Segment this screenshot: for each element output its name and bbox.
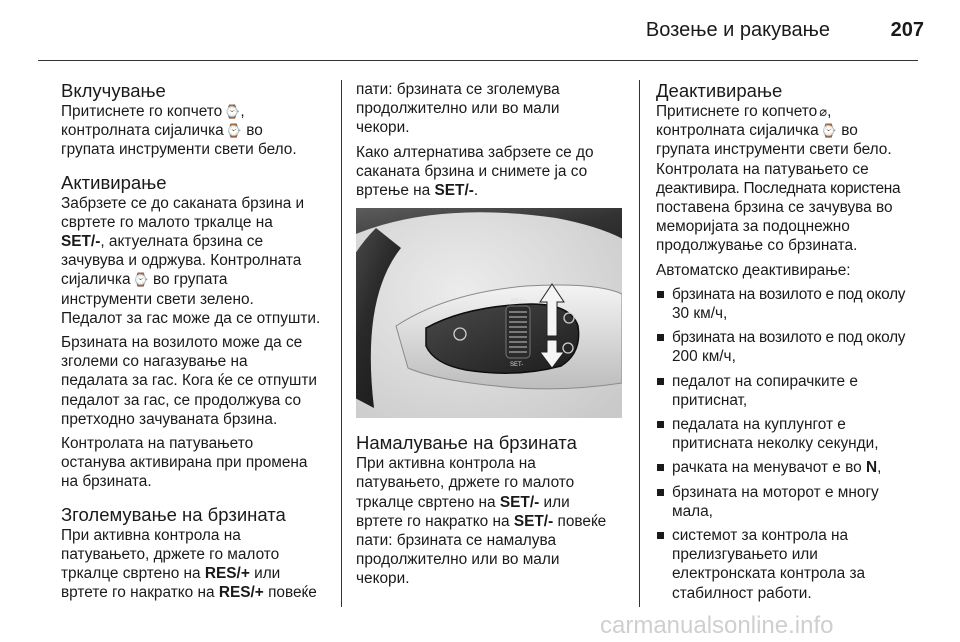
text: педалот на сопирачките е [672, 372, 858, 390]
paragraph-alternative [356, 143, 626, 201]
text: Забрзете се до саканата брзина и [61, 194, 305, 212]
cruise-control-icon: ⌚ [820, 123, 837, 139]
text: деактивира. Последната користена [656, 179, 901, 197]
text: чекори. [356, 570, 410, 588]
list-item [656, 458, 926, 477]
text: брзината на возилото е под околу [672, 329, 906, 347]
text: останува активирана при промена [61, 454, 308, 472]
watermark: carmanualsonline.info [600, 612, 834, 639]
svg-text:SET-: SET- [510, 362, 524, 369]
text: меморијата за подоцнежно [656, 218, 850, 236]
text: продолжително или во мали [356, 100, 560, 118]
text: пати: брзината се зголемува [356, 81, 560, 98]
text: Контролата на патувањето [61, 435, 254, 453]
text: При активна контрола на [61, 526, 241, 544]
text: При активна контрола на [356, 455, 536, 473]
text: чекори. [356, 119, 410, 137]
deactivation-conditions-list [656, 285, 926, 603]
text: притисната неколку секунди, [672, 435, 879, 453]
text: Притиснете го копчето [61, 103, 223, 120]
list-item [656, 285, 926, 323]
text: инструменти свети зелено. [61, 290, 254, 308]
text: мала, [672, 502, 713, 520]
text: Брзината на возилото може да се [61, 334, 303, 352]
heading-increase-speed: Зголемување на брзината [61, 503, 286, 525]
text: поставена брзина се зачувува во [656, 199, 893, 217]
text: прелизгувањето или [672, 546, 818, 564]
text: саканата брзина и снимете ја со [356, 162, 588, 180]
text: патувањето, држете го малото [356, 474, 575, 492]
text: притиснат, [672, 391, 748, 409]
paragraph-auto-deactivate: Автоматско деактивирање: [656, 261, 851, 279]
steering-wheel-illustration [356, 208, 622, 418]
text: вртете го накратко на [61, 584, 215, 602]
text: повеќе [268, 584, 317, 602]
paragraph-deactivate: Притиснете го копчето ⌀, контролната сијаличка ⌚ во групата инструменти свети бело. Контролата на патувањето се деактивира. Последната користена поставена брзина се зачувува во меморијата за подоцнежно продолжување со брзината. [656, 103, 901, 255]
text: патувањето, држете го малото [61, 545, 280, 563]
text: свртете го малото тркалце на [61, 213, 273, 231]
list-item [656, 328, 926, 366]
text: продолжување со брзината. [656, 237, 858, 255]
text: контролната сијаличка [656, 122, 819, 140]
text: брзината на возилото е под околу [672, 285, 906, 303]
control-label-set: SET/- [61, 233, 101, 251]
column-divider-2 [639, 80, 640, 607]
text: во [246, 122, 263, 140]
paragraph-increase [61, 526, 337, 603]
paragraph-cruise-remains [61, 434, 337, 492]
text: сијаличка [61, 271, 131, 289]
cruise-control-icon: ⌚ [224, 104, 241, 119]
list-item [656, 415, 926, 453]
text: брзината на моторот е многу [672, 483, 879, 501]
header-divider [38, 60, 918, 61]
text: рачката на менувачот е во [672, 459, 862, 477]
text: или [254, 565, 281, 583]
text: групата инструменти свети бело. [656, 141, 892, 159]
text: Контролата на патувањето се [656, 160, 869, 178]
text: педалата на куплунгот е [672, 416, 846, 434]
text: 30 км/ч, [672, 305, 728, 323]
cruise-control-icon: ⌚ [225, 123, 242, 139]
text: претходно зачуваната брзина. [61, 410, 278, 428]
heading-activate: Активирање [61, 171, 167, 193]
text: системот за контрола на [672, 527, 849, 545]
list-item [656, 483, 926, 521]
text: на брзината. [61, 473, 152, 491]
paragraph-decrease [356, 454, 626, 588]
text: Како алтернатива забрзете се до [356, 143, 594, 161]
text: во [841, 122, 858, 140]
text: зачувува и одржува. Контролната [61, 252, 302, 270]
text: педалот за гас, се продолжува со [61, 391, 302, 409]
text: , [877, 459, 882, 477]
text: стабилност работи. [672, 584, 812, 602]
gear-label-neutral: N [865, 459, 878, 477]
heading-enable: Вклучување [61, 80, 166, 101]
text: продолжително или во мали [356, 551, 560, 569]
paragraph-continue [356, 80, 626, 138]
text: 200 км/ч, [672, 348, 736, 366]
control-label-set: SET/- [513, 512, 554, 530]
control-label-set: SET/- [499, 493, 540, 511]
text: Притиснете го копчето [656, 103, 818, 120]
text: вртете го накратко на [356, 512, 510, 530]
page-number: 207 [890, 19, 924, 41]
text: повеќе [557, 512, 607, 530]
text: електронската контрола за [672, 565, 866, 583]
text: вртење на [356, 182, 431, 200]
svg-text:RES+: RES+ [511, 299, 527, 306]
text-column-1 [61, 80, 337, 607]
text: тркалце свртено на [61, 565, 201, 583]
cruise-cancel-icon: ⌀ [819, 104, 828, 119]
running-header-title: Возење и ракување [645, 19, 830, 41]
text: контролната сијаличка [61, 122, 224, 140]
steering-wheel-drawing [356, 208, 622, 418]
text: Педалот за гас може да се отпушти. [61, 309, 321, 327]
text: тркалце свртено на [356, 493, 496, 511]
heading-deactivate: Деактивирање [656, 80, 783, 101]
text: или [543, 493, 570, 511]
text-column-2 [356, 80, 626, 594]
text: групата инструменти свети бело. [61, 141, 297, 159]
text: педалата за гас. Кога ќе се отпушти [61, 372, 318, 390]
text: во групата [152, 271, 228, 289]
text: . [473, 182, 479, 200]
text: зголеми со нагазување на [61, 353, 248, 371]
list-item [656, 372, 926, 410]
text-column-3 [656, 80, 926, 608]
paragraph-speed [61, 333, 337, 429]
column-divider-1 [341, 80, 342, 607]
text: , актуелната брзина се [100, 233, 264, 251]
control-label-res: RES/+ [218, 584, 264, 602]
list-item [656, 526, 926, 603]
heading-decrease-speed: Намалување на брзината [356, 432, 577, 454]
control-label-set: SET/- [434, 182, 474, 200]
control-label-res: RES/+ [204, 565, 250, 583]
text: пати: брзината се намалува [356, 532, 557, 550]
cruise-control-icon: ⌚ [132, 272, 149, 288]
paragraph-activate [61, 194, 337, 328]
paragraph-enable: Притиснете го копчето ⌚, контролната сијаличка ⌚ во групата инструменти свети бело. [61, 103, 297, 159]
